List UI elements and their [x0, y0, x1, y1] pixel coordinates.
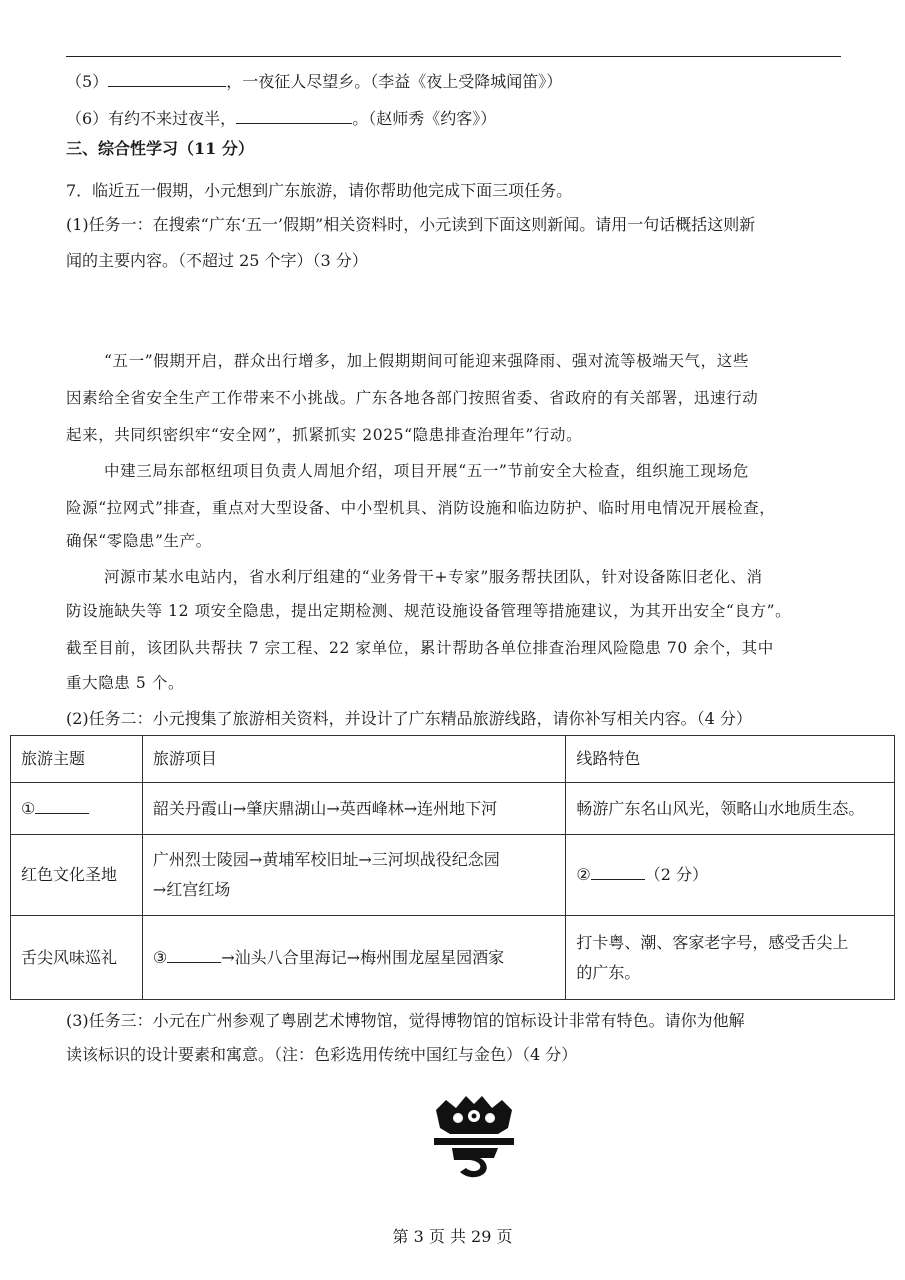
- answer-blank-3[interactable]: [167, 946, 221, 963]
- news-line: “五一”假期开启，群众出行增多，加上假期期间可能迎来强降雨、强对流等极端天气，这些: [104, 352, 749, 370]
- poem-q6: （6）有约不来过夜半， 。（赵师秀《约客》）: [66, 109, 497, 128]
- theme-cell: ①: [11, 783, 143, 835]
- news-line: 确保“零隐患”生产。: [66, 532, 212, 550]
- tour-route-table: [10, 735, 895, 1000]
- task3-prompt-line2: 读该标识的设计要素和寓意。（注：色彩选用传统中国红与金色）（4 分）: [66, 1045, 578, 1064]
- news-line: 中建三局东部枢纽项目负责人周旭介绍，项目开展“五一”节前安全大检查，组织施工现场危: [104, 462, 749, 480]
- header-cell: 旅游项目: [142, 736, 565, 783]
- feature-cell: 打卡粤、潮、客家老字号，感受舌尖上 的广东。: [566, 916, 895, 1000]
- answer-blank-q5[interactable]: [108, 70, 226, 87]
- project-cell: 韶关丹霞山→肇庆鼎湖山→英西峰林→连州地下河: [142, 783, 565, 835]
- answer-blank-2[interactable]: [591, 863, 645, 880]
- news-line: 因素给全省安全生产工作带来不小挑战。广东各地各部门按照省委、省政府的有关部署，迅速行动: [66, 389, 759, 407]
- cantonese-opera-museum-logo: [428, 1090, 520, 1182]
- news-line: 重大隐患 5 个。: [66, 674, 185, 692]
- page-footer: 第 3 页 共 29 页: [392, 1227, 513, 1246]
- news-line: 防设施缺失等 12 项安全隐患，提出定期检测、规范设施设备管理等措施建议，为其开出安全“良方”。: [66, 602, 792, 620]
- news-line: 险源“拉网式”排查，重点对大型设备、中小型机具、消防设施和临边防护、临时用电情况开展检查，: [66, 499, 776, 517]
- table-row: [11, 916, 895, 1000]
- table-row: [11, 835, 895, 916]
- project-cell: 广州烈士陵园→黄埔军校旧址→三河坝战役纪念园 →红宫红场: [142, 835, 565, 916]
- poem-q5: （5） ，一夜征人尽望乡。（李益《夜上受降城闻笛》）: [66, 72, 563, 91]
- table-header-row: [11, 736, 895, 783]
- theme-cell: 红色文化圣地: [11, 835, 143, 916]
- task2-prompt: (2)任务二：小元搜集了旅游相关资料，并设计了广东精品旅游线路，请你补写相关内容。（4 分）: [66, 709, 752, 728]
- table-row: [11, 783, 895, 835]
- header-cell: 线路特色: [566, 736, 895, 783]
- feature-cell: ② （2 分）: [566, 835, 895, 916]
- task3-prompt-line1: (3)任务三：小元在广州参观了粤剧艺术博物馆，觉得博物馆的馆标设计非常有特色。请你为他解: [66, 1011, 745, 1030]
- header-cell: 旅游主题: [11, 736, 143, 783]
- theme-cell: 舌尖风味巡礼: [11, 916, 143, 1000]
- news-line: 起来，共同织密织牢“安全网”，抓紧抓实 2025“隐患排查治理年”行动。: [66, 426, 583, 444]
- answer-blank-1[interactable]: [35, 797, 89, 814]
- news-line: 河源市某水电站内，省水利厅组建的“业务骨干+专家”服务帮扶团队，针对设备陈旧老化、消: [104, 568, 763, 586]
- task1-prompt-line2: 闻的主要内容。（不超过 25 个字）（3 分）: [66, 251, 368, 270]
- news-line: 截至目前，该团队共帮扶 7 宗工程、22 家单位，累计帮助各单位排查治理风险隐患 70 余个，其中: [66, 639, 774, 657]
- section-title: 三、综合性学习（11 分）: [66, 139, 254, 158]
- feature-cell: 畅游广东名山风光，领略山水地质生态。: [566, 783, 895, 835]
- header-rule: [66, 56, 841, 57]
- task1-prompt-line1: (1)任务一：在搜索“广东‘五一’假期”相关资料时，小元读到下面这则新闻。请用一句话概括这则新: [66, 215, 756, 234]
- project-cell: ③ →汕头八合里海记→梅州围龙屋星园酒家: [142, 916, 565, 1000]
- answer-blank-q6[interactable]: [236, 107, 352, 124]
- q7-intro: 7．临近五一假期，小元想到广东旅游，请你帮助他完成下面三项任务。: [66, 181, 573, 200]
